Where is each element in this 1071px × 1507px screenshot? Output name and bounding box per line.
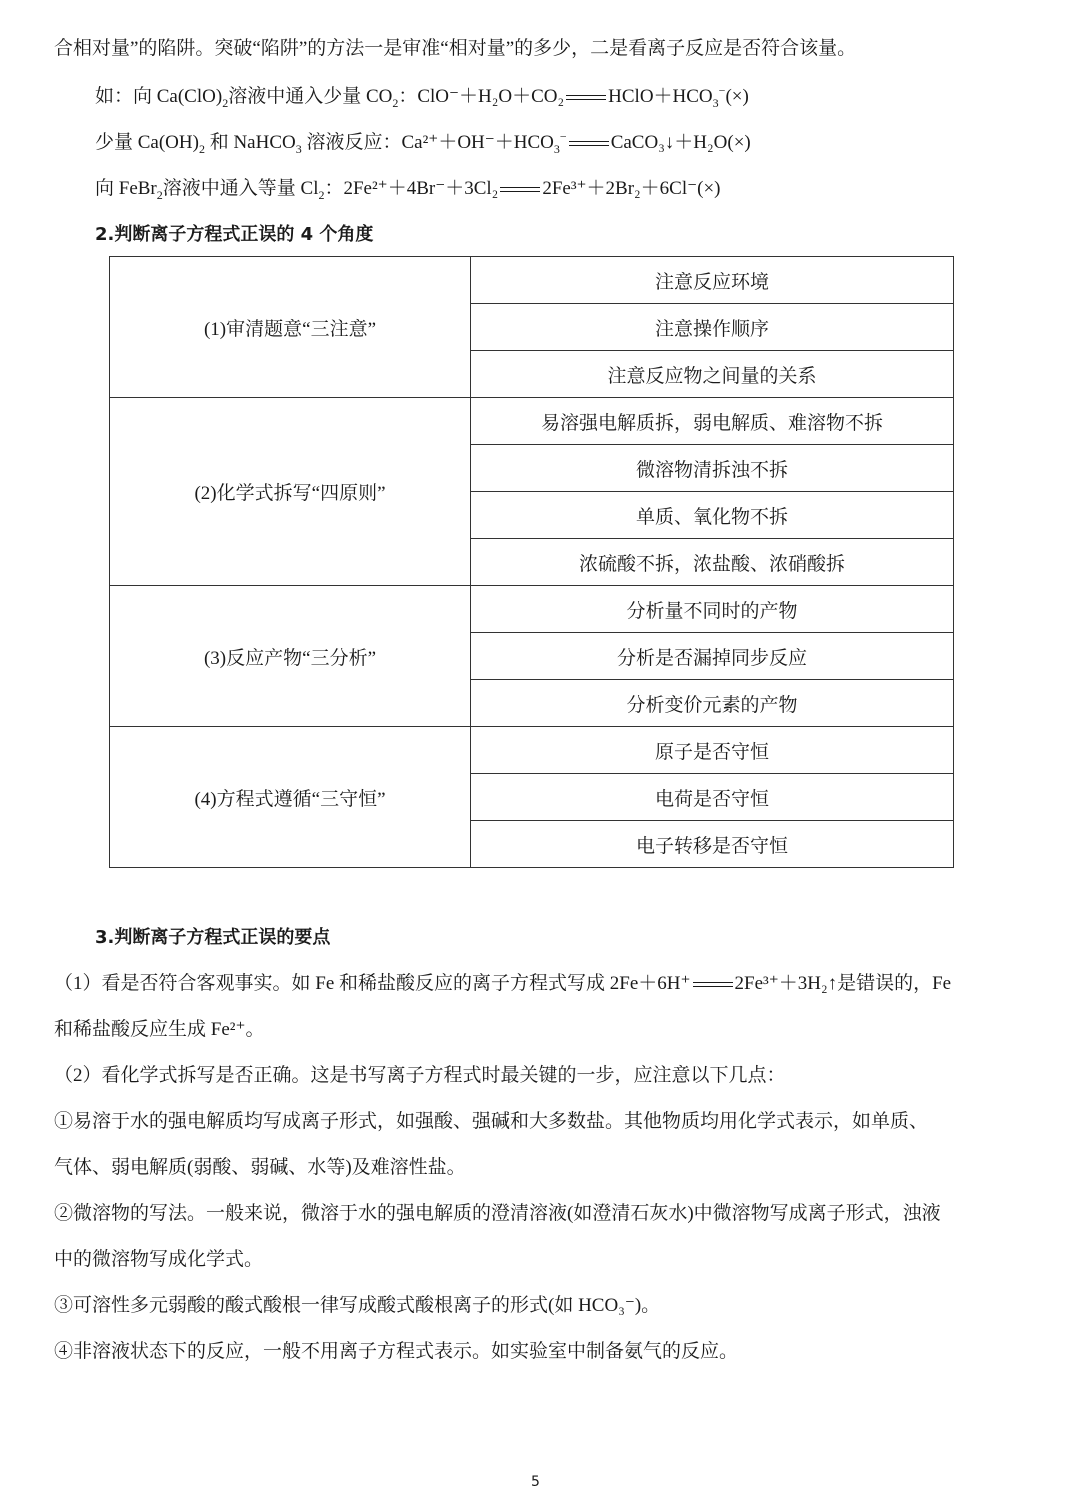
table-cell: 原子是否守恒 (471, 727, 954, 774)
example-3-product: 2Fe³⁺＋2Br₂＋6Cl⁻(×) (542, 178, 721, 199)
point-2-2-line-1: ②微溶物的写法。一般来说，微溶于水的强电解质的澄清溶液(如澄清石灰水)中微溶物写成离子形式，浊液 (54, 1203, 941, 1224)
table-row (110, 727, 954, 774)
equals-sign (498, 183, 542, 197)
example-3-prefix: 向 FeBr (95, 178, 157, 199)
example-1-prefix: 如：向 Ca(ClO) (95, 86, 223, 107)
example-1: 如：向 $Ca(ClO)_2$溶液中通入少量 $CO_2$：ClO⁻＋H₂O＋CO₂ $HClO+HCO_3^-(\times)$ (95, 83, 749, 110)
example-2: 少量 $Ca(OH)_2$ 和 NaHCO$_3$ 溶液反应：$Ca^{2+}+OH^-+HCO_3^-$ CaCO₃↓＋H₂O(×) (95, 129, 751, 156)
point-2-3: ③可溶性多元弱酸的酸式酸根一律写成酸式酸根离子的形式(如 HCO₃⁻)。 (54, 1295, 661, 1316)
example-2-mid: 和 NaHCO (209, 132, 296, 153)
section-2-heading: 2.判断离子方程式正误的 4 个角度 (95, 224, 374, 245)
table-cell: 注意反应物之间量的关系 (471, 351, 954, 398)
point-2-1-line-2: 气体、弱电解质(弱酸、弱碱、水等)及难溶性盐。 (54, 1157, 466, 1178)
table-cell: 单质、氧化物不拆 (471, 492, 954, 539)
table-cell: 电子转移是否守恒 (471, 821, 954, 868)
table-row (110, 586, 954, 633)
table-cell: 注意操作顺序 (471, 304, 954, 351)
example-1-equation: ：ClO⁻＋H₂O＋CO₂ (398, 86, 565, 107)
example-2-product: CaCO₃↓＋H₂O(×) (610, 132, 751, 153)
table-cell: 注意反应环境 (471, 257, 954, 304)
example-1-product: HClO＋HCO (608, 86, 713, 107)
table-row (110, 398, 954, 445)
example-3-equation: ：2Fe²⁺＋4Br⁻＋3Cl₂ (324, 178, 499, 199)
table-cell: 分析是否漏掉同步反应 (471, 633, 954, 680)
group-label: (4)方程式遵循“三守恒” (110, 727, 471, 868)
table-row (110, 257, 954, 304)
point-2-4: ④非溶液状态下的反应，一般不用离子方程式表示。如实验室中制备氨气的反应。 (54, 1341, 739, 1362)
example-3-mid: 溶液中通入等量 Cl (162, 178, 319, 199)
point-1-line-2: 和稀盐酸反应生成 Fe²⁺。 (54, 1019, 265, 1040)
group-label: (2)化学式拆写“四原则” (110, 398, 471, 586)
table-cell: 易溶强电解质拆，弱电解质、难溶物不拆 (471, 398, 954, 445)
equals-sign (691, 978, 735, 992)
group-label: (3)反应产物“三分析” (110, 586, 471, 727)
point-2-2-line-2: 中的微溶物写成化学式。 (54, 1249, 264, 1270)
table-cell: 分析量不同时的产物 (471, 586, 954, 633)
page-number: 5 (531, 1474, 540, 1490)
point-2: （2）看化学式拆写是否正确。这是书写离子方程式时最关键的一步，应注意以下几点： (54, 1065, 786, 1086)
table-cell: 微溶物清拆浊不拆 (471, 445, 954, 492)
example-1-tail: (×) (725, 86, 749, 107)
angles-table (109, 256, 954, 868)
example-2-prefix: 少量 Ca(OH) (95, 132, 199, 153)
group-label: (1)审清题意“三注意” (110, 257, 471, 398)
point-1-line-1 (54, 971, 1019, 997)
table-cell: 分析变价元素的产物 (471, 680, 954, 727)
example-3: 向 FeBr$_2$溶液中通入等量 $Cl_2$：2Fe²⁺＋4Br⁻＋3Cl₂ 2Fe³⁺＋2Br₂＋6Cl⁻(×) (95, 178, 721, 202)
point-1-text-a: （1）看是否符合客观事实。如 Fe 和稀盐酸反应的离子方程式写成 2Fe＋6H⁺ (54, 973, 691, 994)
section-3-heading: 3.判断离子方程式正误的要点 (95, 927, 331, 948)
table-cell: 浓硫酸不拆，浓盐酸、浓硝酸拆 (471, 539, 954, 586)
equals-sign (567, 137, 611, 151)
example-2-equation: 溶液反应：Ca²⁺＋OH⁻＋HCO (306, 132, 554, 153)
intro-text: 合相对量”的陷阱。突破“陷阱”的方法一是审准“相对量”的多少，二是看离子反应是否符合该量。 (54, 38, 857, 59)
example-1-mid: 溶液中通入少量 CO (228, 86, 393, 107)
table-cell: 电荷是否守恒 (471, 774, 954, 821)
point-2-1-line-1: ①易溶于水的强电解质均写成离子形式，如强酸、强碱和大多数盐。其他物质均用化学式表示，如单质、 (54, 1111, 929, 1132)
equals-sign (564, 91, 608, 105)
point-1-text-b: 2Fe³⁺＋3H₂↑是错误的，Fe (734, 973, 952, 994)
